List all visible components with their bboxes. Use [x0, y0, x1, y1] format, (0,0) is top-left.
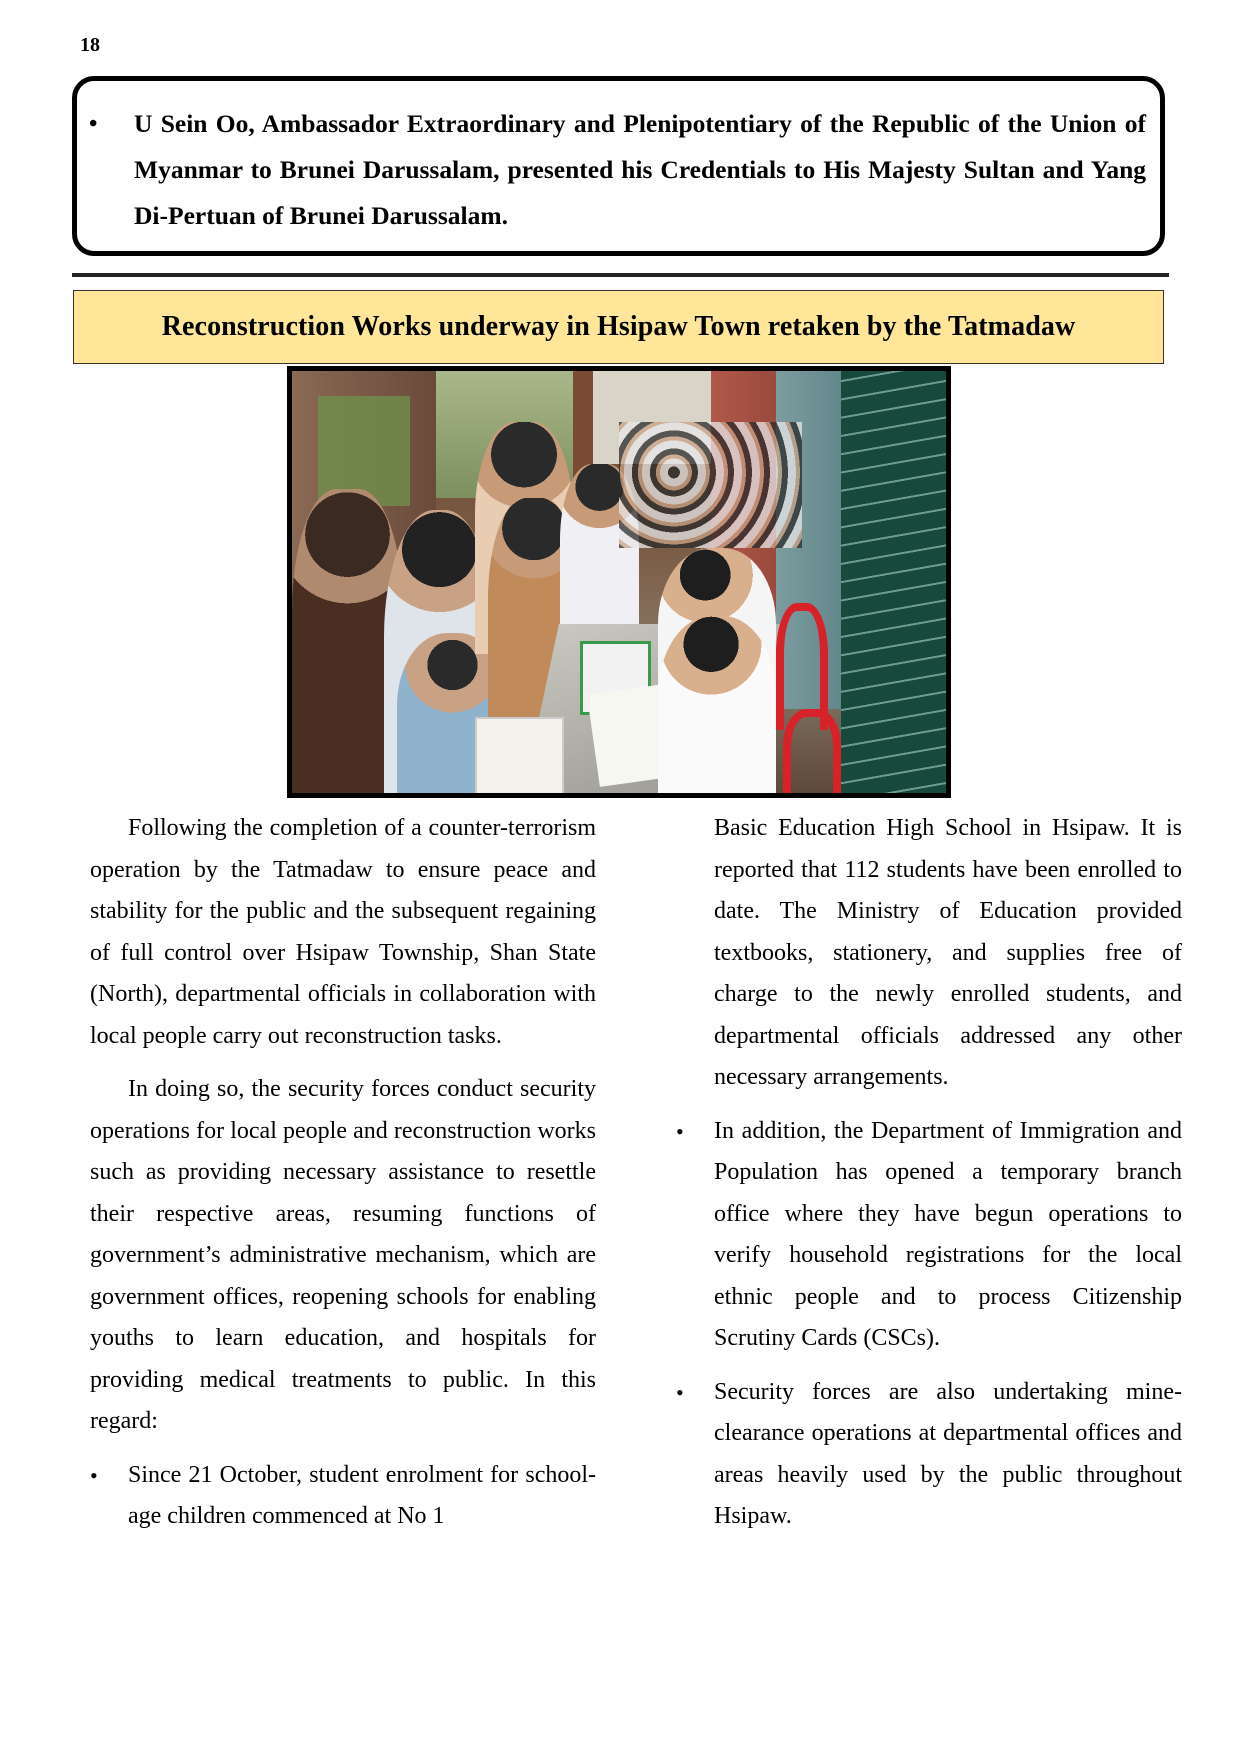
- bullet-icon: •: [90, 1462, 98, 1488]
- callout-bullet-item: [89, 101, 1146, 239]
- article-headline: Reconstruction Works underway in Hsipaw Town retaken by the Tatmadaw: [161, 311, 1076, 342]
- headline-banner: [73, 290, 1164, 364]
- list-item: [676, 1111, 1182, 1360]
- list-item: [676, 1372, 1182, 1538]
- list-item-text: Since 21 October, student enrolment for school-age children commenced at No 1: [128, 1461, 596, 1529]
- bullet-icon: •: [676, 1118, 684, 1144]
- photo-registration-scene: [292, 371, 946, 793]
- list-item-text: In addition, the Department of Immigration and Population has opened a temporary branch office where they have begun operations to verify household registrations for the local ethnic people and to process Citizenship Scrutiny Cards (CSCs).: [714, 1117, 1182, 1351]
- article-column-right: [676, 808, 1182, 1550]
- list-item: [90, 1455, 596, 1538]
- article-photo: [287, 366, 951, 798]
- callout-text: U Sein Oo, Ambassador Extraordinary and Plenipotentiary of the Republic of the Union of Myanmar to Brunei Darussalam, presented his Credentials to His Majesty Sultan and Yang Di-Pertuan of Brunei Darussalam.: [134, 109, 1146, 230]
- article-paragraph: Following the completion of a counter-terrorism operation by the Tatmadaw to ensure peace and stability for the public and the subsequent regaining of full control over Hsipaw Township, Shan State (North), departmental officials in collaboration with local people carry out reconstruction tasks.: [90, 815, 596, 1049]
- continued-list-item-text: Basic Education High School in Hsipaw. It is reported that 112 students have been enrolled to date. The Ministry of Education provided textbooks, stationery, and supplies free of charge to the newly enrolled students, and departmental officials addressed any other necessary arrangements.: [714, 815, 1182, 1090]
- article-column-left: [90, 808, 596, 1550]
- bullet-icon: •: [676, 1379, 684, 1405]
- list-item-text: Security forces are also undertaking mine-clearance operations at departmental offices and areas heavily used by the public throughout Hsipaw.: [714, 1378, 1182, 1529]
- credentials-callout-box: [72, 76, 1165, 256]
- bullet-icon: •: [89, 111, 98, 137]
- article-paragraph: In doing so, the security forces conduct security operations for local people and reconstruction works such as providing necessary assistance to resettle their respective areas, resuming functions of government’s administrative mechanism, which are government offices, reopening schools for enabling youths to learn education, and hospitals for providing medical treatments to public. In this regard:: [90, 1076, 596, 1434]
- page-number: 18: [80, 34, 100, 56]
- section-divider: [72, 273, 1169, 277]
